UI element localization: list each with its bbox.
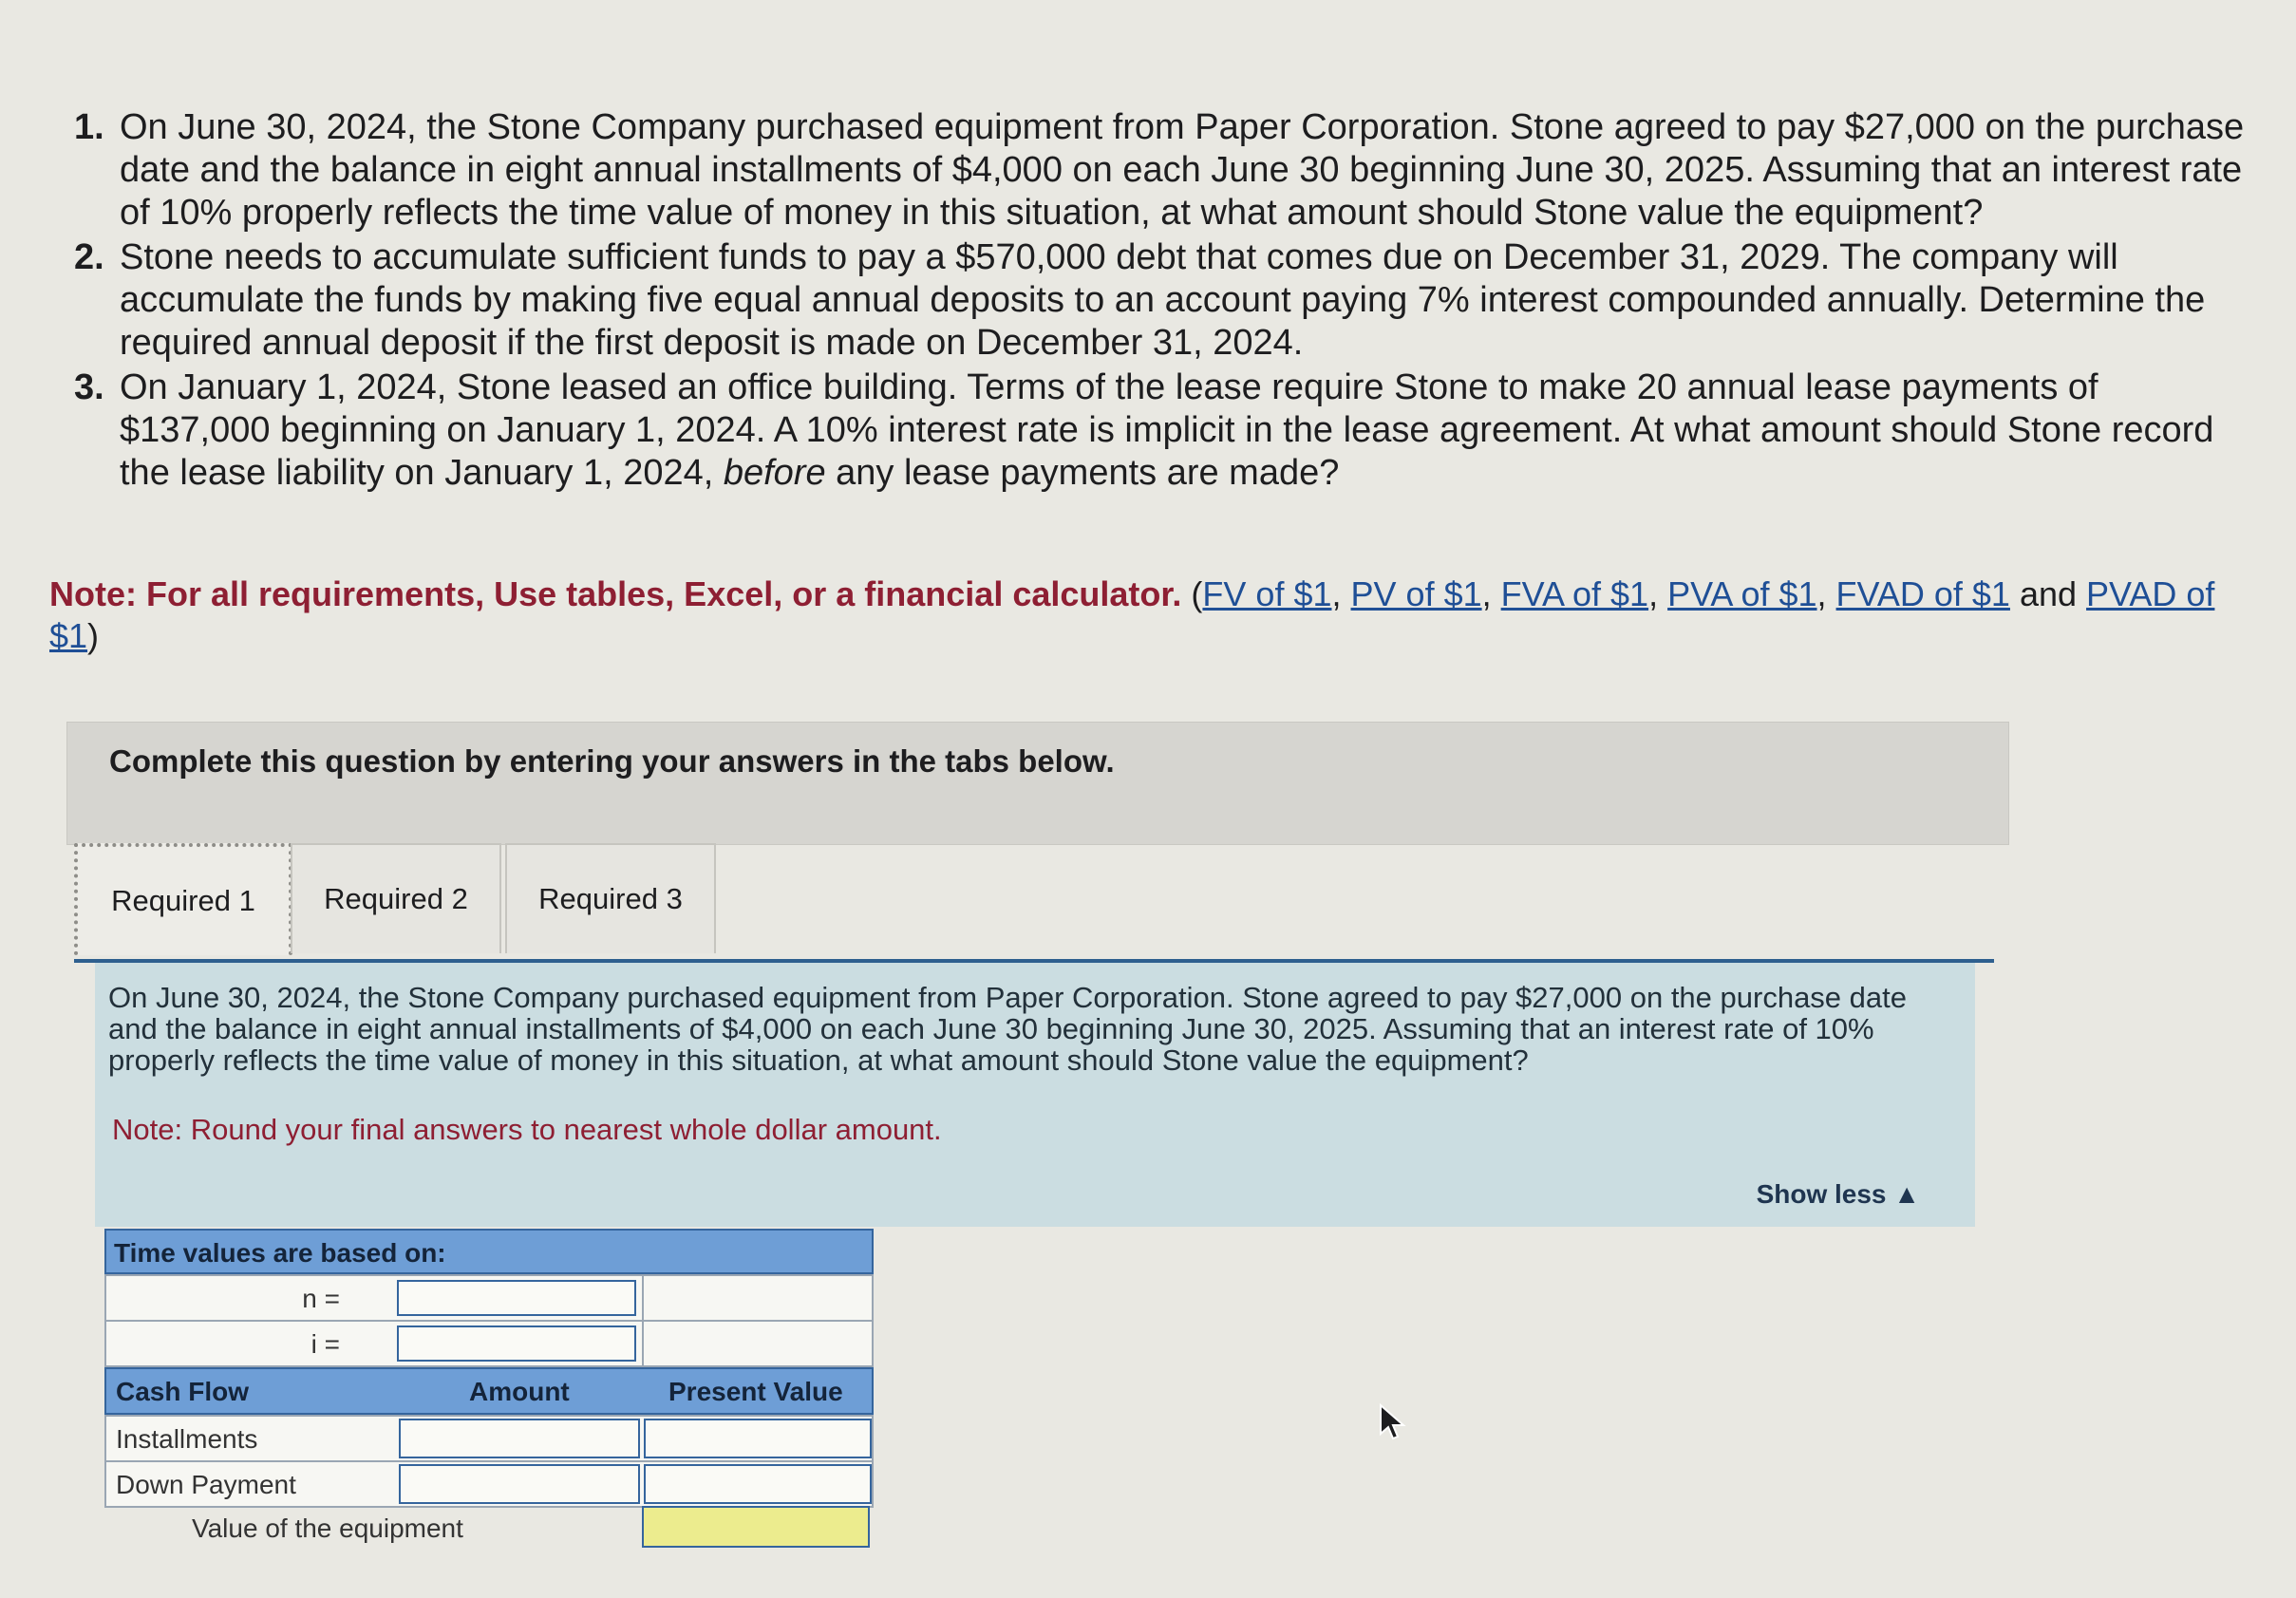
- link-fv-of-1[interactable]: FV of $1: [1202, 574, 1332, 613]
- table-row-total: [104, 1504, 874, 1553]
- note-separator: ,: [1481, 574, 1501, 613]
- question-text: On January 1, 2024, Stone leased an office building. Terms of the lease require Stone to make 20 annual lease payments of $137,000 beginning on January 1, 2024. A 10% interest rate is implicit in the lease agreement. At what amount should Stone record the lease liability on January 1, 2024,: [120, 367, 2214, 493]
- question-panel: [95, 963, 1975, 1227]
- link-pvad-of-1[interactable]: PVAD of $1: [49, 574, 2215, 655]
- total-label: Value of the equipment: [192, 1513, 463, 1543]
- question-text-end: any lease payments are made?: [825, 453, 1340, 493]
- n-row: [104, 1274, 874, 1322]
- down-payment-pv-input[interactable]: [644, 1464, 872, 1504]
- down-payment-amount-input[interactable]: [399, 1464, 640, 1504]
- note-separator: ,: [1331, 574, 1351, 613]
- table-row-installments: [104, 1415, 874, 1462]
- col-present-value: Present Value: [668, 1377, 843, 1406]
- note-paren-open: (: [1181, 574, 1203, 613]
- i-row: [104, 1320, 874, 1367]
- i-label: i =: [311, 1329, 340, 1359]
- question-emphasis: before: [723, 453, 826, 493]
- question-number: 3.: [74, 367, 104, 407]
- col-amount: Amount: [469, 1377, 570, 1406]
- equipment-value-input[interactable]: [642, 1506, 870, 1548]
- tab-required-2[interactable]: Required 2: [291, 843, 501, 953]
- note-paren-close: ): [87, 616, 100, 655]
- n-blank-cell: [642, 1274, 875, 1322]
- row-label: Down Payment: [116, 1470, 296, 1499]
- link-fva-of-1[interactable]: FVA of $1: [1500, 574, 1649, 613]
- question-number: 1.: [74, 107, 104, 147]
- question-list: [74, 106, 2258, 497]
- question-text: Stone needs to accumulate sufficient funds to pay a $570,000 debt that comes due on December 31, 2029. The company will accumulate the funds by making five equal annual deposits to an account paying 7% interest compounded annually. Determine the required annual deposit if the first deposit is made on December 31, 2024.: [120, 237, 2206, 363]
- note-bold-text: Note: For all requirements, Use tables, Excel, or a financial calculator.: [49, 574, 1182, 613]
- question-text: On June 30, 2024, the Stone Company purchased equipment from Paper Corporation. Stone agreed to pay $27,000 on the purchase date and the balance in eight annual installments of $4,000 on each June 30 beginning June 30, 2025. Assuming that an interest rate of 10% properly reflects the time value of money in this situation, at what amount should Stone value the equipment?: [120, 107, 2245, 233]
- question-item-2: [74, 236, 2258, 365]
- banner-text: Complete this question by entering your answers in the tabs below.: [109, 743, 1115, 779]
- question-item-1: [74, 106, 2258, 235]
- panel-rounding-note: Note: Round your final answers to nearest whole dollar amount.: [112, 1113, 942, 1146]
- row-label: Installments: [116, 1424, 258, 1454]
- time-values-header: Time values are based on:: [104, 1229, 874, 1274]
- installments-pv-input[interactable]: [644, 1419, 872, 1458]
- link-fvad-of-1[interactable]: FVAD of $1: [1835, 574, 2010, 613]
- note-separator: ,: [1816, 574, 1836, 613]
- question-item-3: [74, 367, 2258, 495]
- cash-flow-header: [104, 1367, 874, 1415]
- link-pv-of-1[interactable]: PV of $1: [1350, 574, 1482, 613]
- i-blank-cell: [642, 1320, 875, 1367]
- note-and: and: [2009, 574, 2087, 613]
- installments-amount-input[interactable]: [399, 1419, 640, 1458]
- col-cash-flow: Cash Flow: [116, 1377, 250, 1406]
- i-input[interactable]: [397, 1325, 636, 1362]
- link-pva-of-1[interactable]: PVA of $1: [1667, 574, 1817, 613]
- n-input[interactable]: [397, 1280, 636, 1316]
- mouse-pointer-icon: [1379, 1403, 1407, 1441]
- tab-required-3[interactable]: Required 3: [505, 843, 716, 953]
- n-label: n =: [302, 1284, 340, 1313]
- requirements-note: [49, 573, 2233, 657]
- panel-question-text: On June 30, 2024, the Stone Company purchased equipment from Paper Corporation. Stone agreed to pay $27,000 on the purchase date and the balance in eight annual installments of $4,000 on each June 30 beginning June 30, 2025. Assuming that an interest rate of 10% properly reflects the time value of money in this situation, at what amount should Stone value the equipment?: [108, 981, 1907, 1077]
- table-row-down-payment: [104, 1460, 874, 1508]
- instructions-banner: [66, 722, 2009, 845]
- note-separator: ,: [1648, 574, 1668, 613]
- question-number: 2.: [74, 237, 104, 277]
- show-less-button[interactable]: Show less ▲: [1756, 1179, 1920, 1209]
- tab-required-1[interactable]: Required 1: [74, 843, 292, 955]
